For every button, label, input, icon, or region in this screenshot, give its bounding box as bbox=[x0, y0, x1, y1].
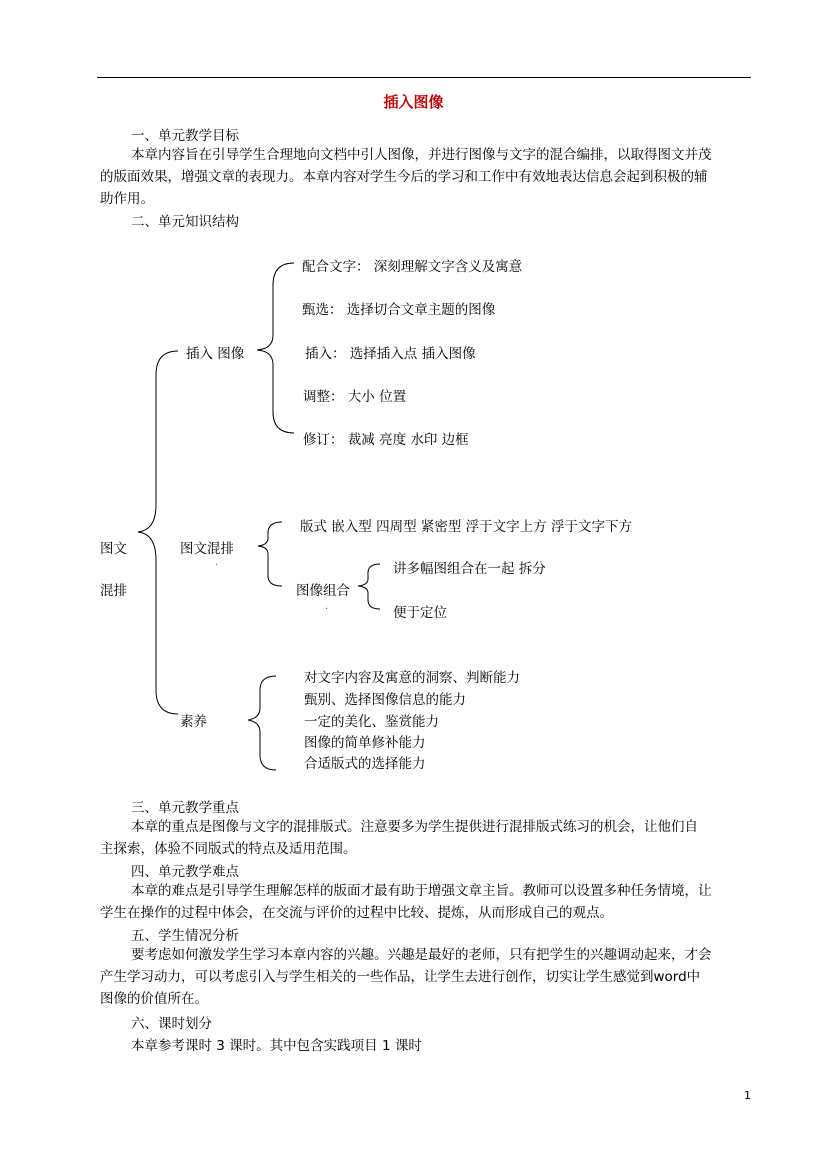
branch1-item: 插入： 选择插入点 插入图像 bbox=[305, 346, 476, 362]
branch3-item: 图像的简单修补能力 bbox=[304, 735, 426, 751]
paragraph-line: 主探索，体验不同版式的特点及适用范围。 bbox=[100, 841, 357, 857]
paragraph-line: 要考虑如何激发学生学习本章内容的兴趣。兴趣是最好的老师，只有把学生的兴趣调动起来，才会 bbox=[131, 947, 712, 963]
paragraph-line: 图像的价值所在。 bbox=[100, 991, 208, 1007]
branch3-item: 一定的美化、鉴赏能力 bbox=[304, 714, 439, 730]
section-3-heading: 三、单元教学重点 bbox=[131, 800, 239, 816]
section-4-heading: 四、单元教学难点 bbox=[131, 864, 239, 880]
branch3-brace bbox=[248, 676, 276, 770]
branch1-brace bbox=[257, 263, 294, 433]
paragraph-line: 本章的难点是引导学生理解怎样的版面才最有助于增强文章主旨。教师可以设置多种任务情境，让 bbox=[131, 883, 712, 899]
document-title: 插入图像 bbox=[383, 93, 444, 111]
section-3-paragraph bbox=[100, 816, 752, 860]
branch3-item: 对文字内容及寓意的洞察、判断能力 bbox=[304, 670, 520, 686]
paragraph-line: 学生在操作的过程中体会，在交流与评价的过程中比较、提炼，从而形成自己的观点。 bbox=[100, 905, 613, 921]
branch3-label: 素养 bbox=[180, 714, 207, 730]
stray-dot: · bbox=[215, 560, 219, 571]
branch1-item: 调整： 大小 位置 bbox=[303, 389, 407, 405]
branch3-item: 甄别、选择图像信息的能力 bbox=[304, 692, 466, 708]
section-4-paragraph bbox=[100, 880, 752, 924]
section-6-heading: 六、课时划分 bbox=[131, 1016, 212, 1032]
branch2-sub-item: 便于定位 bbox=[393, 605, 447, 621]
branch1-label: 插入 图像 bbox=[186, 346, 245, 362]
section-1-heading: 一、单元教学目标 bbox=[131, 128, 239, 144]
branch1-item: 甄选： 选择切合文章主题的图像 bbox=[302, 302, 496, 318]
root-label-line1: 图文 bbox=[100, 541, 127, 557]
branch2-label: 图文混排 bbox=[180, 541, 234, 557]
branch2-sub-label: 图像组合 bbox=[296, 583, 350, 599]
section-6-line: 本章参考课时 3 课时。其中包含实践项目 1 课时 bbox=[131, 1038, 422, 1054]
branch1-item: 配合文字： 深刻理解文字含义及寓意 bbox=[302, 259, 523, 275]
branch1-item: 修订： 裁减 亮度 水印 边框 bbox=[303, 432, 469, 448]
stray-dot: · bbox=[325, 604, 329, 615]
branch3-item: 合适版式的选择能力 bbox=[304, 756, 426, 772]
section-5-paragraph bbox=[100, 944, 752, 1010]
branch2-item: 版式 嵌入型 四周型 紧密型 浮于文字上方 浮于文字下方 bbox=[300, 519, 632, 535]
paragraph-line: 助作用。 bbox=[100, 191, 154, 207]
page-number: 1 bbox=[744, 1089, 751, 1102]
branch2-brace bbox=[258, 522, 282, 586]
paragraph-line: 产生学习动力，可以考虑引入与学生相关的一些作品，让学生去进行创作，切实让学生感觉到word中 bbox=[100, 969, 701, 985]
paragraph-line: 本章的重点是图像与文字的混排版式。注意要多为学生提供进行混排版式练习的机会，让他们自 bbox=[131, 819, 698, 835]
section-5-heading: 五、学生情况分析 bbox=[131, 928, 239, 944]
branch2-sub-item: 讲多幅图组合在一起 拆分 bbox=[393, 561, 546, 577]
paragraph-line: 本章内容旨在引导学生合理地向文档中引人图像，并进行图像与文字的混合编排，以取得图文并茂 bbox=[131, 147, 712, 163]
root-label-line2: 混排 bbox=[100, 583, 127, 599]
paragraph-line: 的版面效果，增强文章的表现力。本章内容对学生今后的学习和工作中有效地表达信息会起到积极的辅 bbox=[100, 169, 708, 185]
branch2-sub-brace bbox=[358, 564, 380, 609]
main-brace bbox=[138, 351, 178, 714]
section-2-heading: 二、单元知识结构 bbox=[131, 214, 239, 230]
